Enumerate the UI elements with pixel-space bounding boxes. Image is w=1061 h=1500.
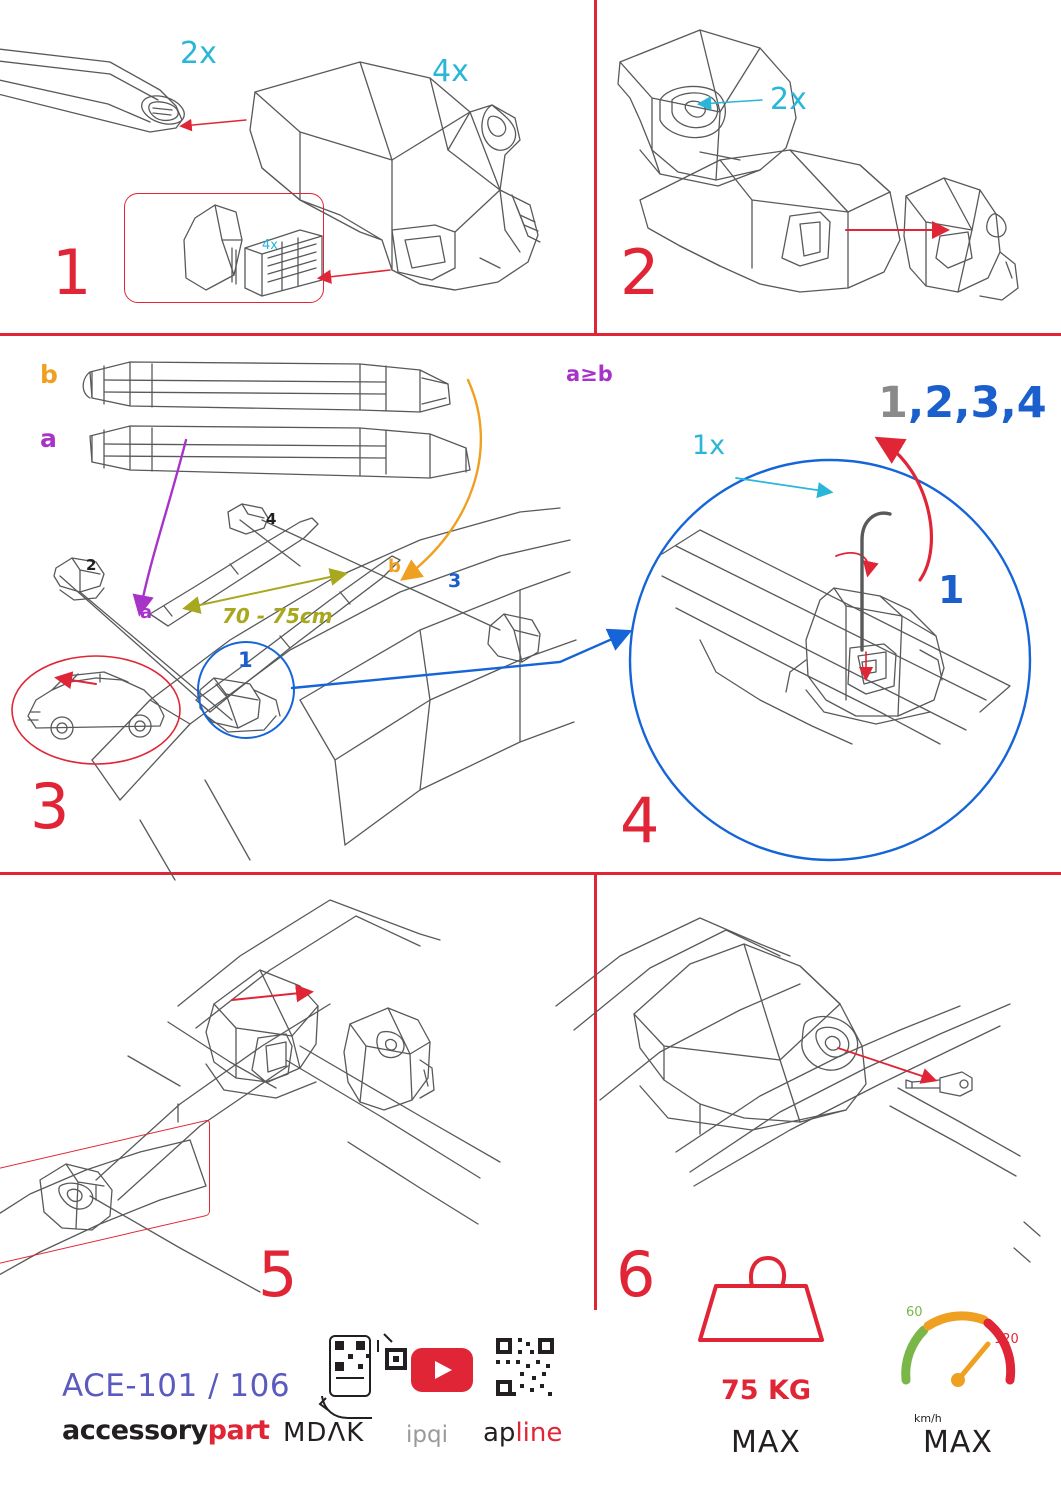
brand-ipqi: ipqi	[406, 1422, 448, 1448]
step-number-2: 2	[620, 236, 661, 309]
label-order-2: 2	[86, 556, 97, 574]
label-qty-4x-foot: 4x	[432, 54, 469, 89]
label-order-4: 4	[266, 510, 277, 528]
condition-text: a≥b	[566, 362, 613, 386]
weight-limit-caption: MAX	[731, 1425, 801, 1460]
youtube-icon[interactable]	[411, 1348, 473, 1392]
step-number-1: 1	[52, 236, 93, 309]
divider-vertical-top	[594, 0, 597, 333]
label-qty-2x-bar: 2x	[180, 36, 217, 71]
step-number-3: 3	[30, 770, 71, 843]
step-1-inset-frame	[124, 193, 324, 303]
label-position-b: b	[388, 556, 401, 577]
speed-max-label: 120	[994, 1332, 1019, 1347]
qr-code-icon	[335, 1341, 407, 1371]
label-tightening-order	[878, 378, 1047, 428]
label-order-3: 3	[448, 570, 462, 592]
brand-mdak: MDΛK	[283, 1418, 365, 1448]
brand-accessorypart-part1: accessory	[62, 1415, 208, 1446]
label-qty-4x-pad: 4x	[262, 238, 278, 253]
speedometer-icon	[906, 1316, 1011, 1387]
label-position-a: a	[140, 602, 153, 623]
order-rest: ,2,3,4	[907, 378, 1047, 428]
label-qty-2x-lock: 2x	[770, 82, 807, 117]
step-number-5: 5	[258, 1238, 299, 1311]
step-5-inset-frame	[0, 1119, 210, 1273]
label-step4-order-1: 1	[938, 568, 965, 612]
divider-vertical-bottom	[594, 872, 597, 1310]
label-bar-b: b	[40, 360, 58, 389]
label-spacing: 70 - 75cm	[222, 604, 333, 628]
speed-unit-label: km/h	[914, 1412, 942, 1425]
label-condition-a-ge-b	[566, 362, 613, 386]
step-number-4: 4	[620, 784, 661, 857]
divider-middle	[0, 872, 1061, 875]
qr-code-icon-large	[494, 1336, 556, 1398]
label-qty-1x-tool: 1x	[692, 430, 726, 461]
brand-accessorypart	[62, 1415, 269, 1446]
brand-accessorypart-part2: part	[207, 1415, 270, 1446]
divider-top	[0, 333, 1061, 336]
speed-min-label: 60	[906, 1305, 923, 1320]
weight-icon	[700, 1258, 822, 1340]
weight-limit-value: 75 KG	[720, 1375, 812, 1406]
label-bar-a: a	[40, 424, 57, 453]
brand-apline-part1: ap	[483, 1418, 516, 1448]
step-number-6: 6	[616, 1238, 657, 1311]
phone-qr-icon	[320, 1334, 392, 1418]
order-first: 1	[878, 378, 908, 428]
speed-limit-caption: MAX	[923, 1425, 993, 1460]
brand-apline-part2: line	[515, 1418, 563, 1448]
product-code: ACE-101 / 106	[62, 1368, 291, 1404]
label-order-1: 1	[238, 648, 253, 672]
brand-apline	[483, 1418, 562, 1448]
